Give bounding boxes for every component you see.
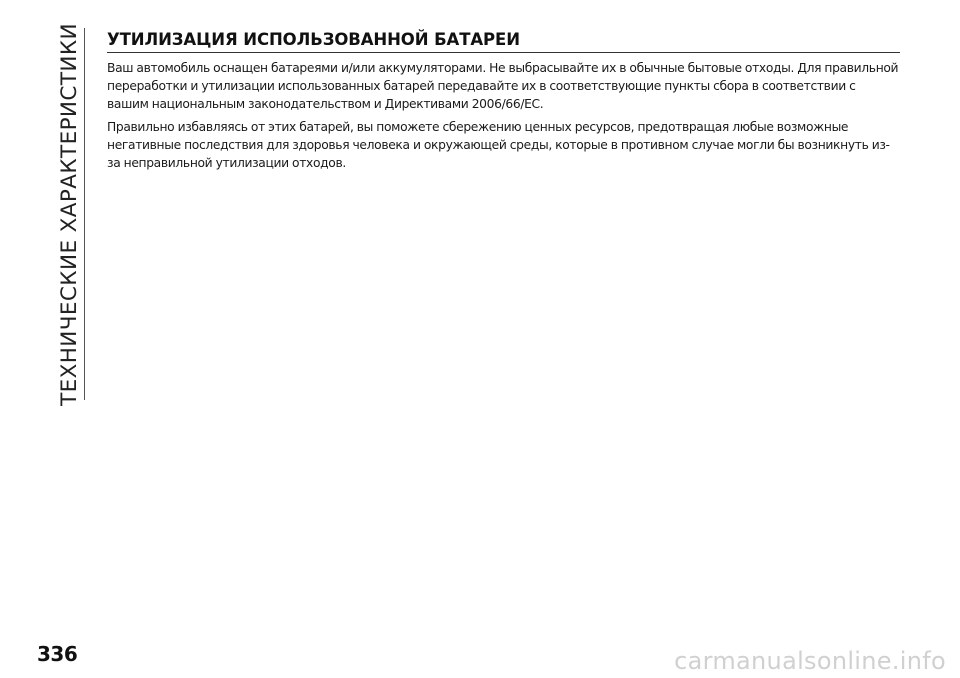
page-number: 336	[37, 642, 78, 666]
chapter-side-title	[54, 22, 84, 406]
main-content	[107, 30, 900, 177]
watermark: carmanualsonline.info	[674, 647, 946, 675]
paragraph-environmental-benefit: Правильно избавляясь от этих батарей, вы поможете сбережению ценных ресурсов, предотвращая любые возможные негативные последствия для здоровья человека и окружающей среды, которые в противном случае могли бы возникнуть из-за неправильной утилизации отходов.	[107, 120, 890, 170]
chapter-side-title-text: ТЕХНИЧЕСКИЕ ХАРАКТЕРИСТИКИ	[56, 22, 82, 406]
chapter-side-rule	[84, 28, 85, 400]
section-heading: УТИЛИЗАЦИЯ ИСПОЛЬЗОВАННОЙ БАТАРЕИ	[107, 30, 900, 53]
paragraph-battery-disposal: Ваш автомобиль оснащен батареями и/или аккумуляторами. Не выбрасывайте их в обычные бытовые отходы. Для правильной переработки и утилизации использованных батарей передавайте их в соответствующие пункты сбора в соответствии с вашим национальным законодательством и Директивами 2006/66/ЕС.	[107, 61, 899, 111]
